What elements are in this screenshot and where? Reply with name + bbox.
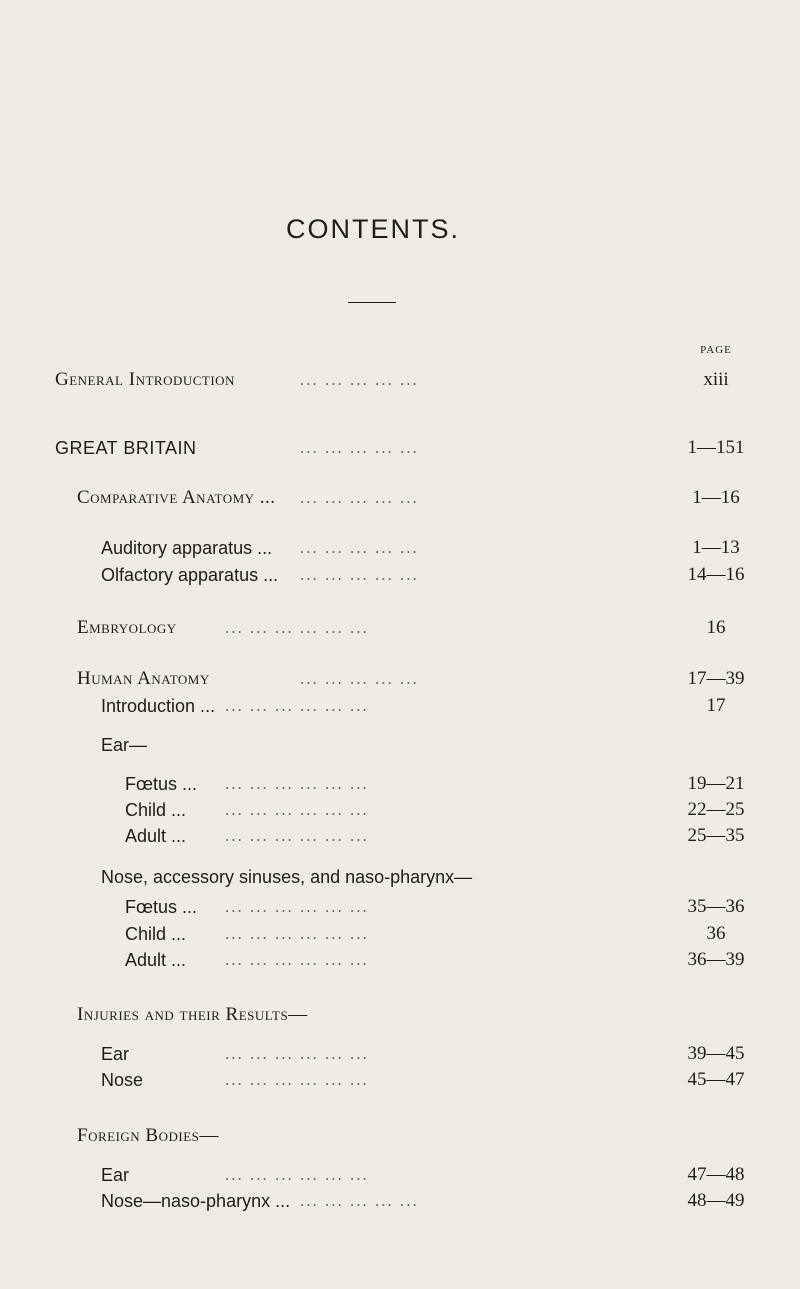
leader-dots: ... ... ... ... ... ... xyxy=(225,1070,369,1089)
entry-label: Fœtus ... xyxy=(125,774,197,794)
entry-label: Fœtus ... xyxy=(125,897,197,917)
leader-dots: ... ... ... ... ... ... xyxy=(225,897,369,916)
entry-label: Ear xyxy=(101,1165,130,1185)
leader-dots: ... ... ... ... ... ... xyxy=(225,826,369,845)
leader-dots: ... ... ... ... ... xyxy=(300,1191,419,1210)
entry-page: 19—21 xyxy=(687,773,745,794)
entry-label: Adult ... xyxy=(125,826,187,846)
entry-page: 48—49 xyxy=(687,1190,745,1211)
entry-page: 17—39 xyxy=(687,668,745,689)
entry-label: Foreign Bodies— xyxy=(77,1125,219,1146)
entry-label: Nose, accessory sinuses, and naso-pharynx— xyxy=(101,867,473,887)
entry-label: Human Anatomy xyxy=(77,668,210,689)
entry-page: 47—48 xyxy=(687,1164,745,1185)
leader-dots: ... ... ... ... ... xyxy=(300,669,419,688)
entry-label: Comparative Anatomy ... xyxy=(77,487,276,508)
leader-dots: ... ... ... ... ... ... xyxy=(225,1165,369,1184)
entry-page: 35—36 xyxy=(687,896,745,917)
entry-page: 14—16 xyxy=(687,564,745,585)
entry-label: Injuries and their Results— xyxy=(77,1004,308,1025)
entry-page: 22—25 xyxy=(687,799,745,820)
entry-page: 25—35 xyxy=(687,825,745,846)
leader-dots: ... ... ... ... ... xyxy=(300,538,419,557)
entry-page: 1—151 xyxy=(687,437,745,458)
entry-label: Nose—naso-pharynx ... xyxy=(101,1191,291,1211)
entry-label: Nose xyxy=(101,1070,144,1090)
entry-label: GREAT BRITAIN xyxy=(55,438,197,458)
entry-label: Child ... xyxy=(125,800,187,820)
leader-dots: ... ... ... ... ... ... xyxy=(225,696,369,715)
entry-page: 1—16 xyxy=(692,487,740,508)
leader-dots: ... ... ... ... ... ... xyxy=(225,774,369,793)
entry-page: 1—13 xyxy=(692,537,740,558)
entry-label: Ear xyxy=(101,1044,130,1064)
leader-dots: ... ... ... ... ... ... xyxy=(225,800,369,819)
entry-label: Adult ... xyxy=(125,950,187,970)
entry-label: Child ... xyxy=(125,924,187,944)
leader-dots: ... ... ... ... ... ... xyxy=(225,1044,369,1063)
entry-page: 39—45 xyxy=(687,1043,745,1064)
entry-label: Introduction ... xyxy=(101,696,216,716)
entry-page: xiii xyxy=(703,369,729,390)
entry-label: Olfactory apparatus ... xyxy=(101,565,279,585)
leader-dots: ... ... ... ... ... ... xyxy=(225,618,369,637)
leader-dots: ... ... ... ... ... xyxy=(300,488,419,507)
leader-dots: ... ... ... ... ... xyxy=(300,438,419,457)
page-title: CONTENTS. xyxy=(285,214,460,244)
leader-dots: ... ... ... ... ... ... xyxy=(225,950,369,969)
page-column-header: PAGE xyxy=(700,344,732,356)
entry-page: 36 xyxy=(706,923,726,944)
entry-page: 45—47 xyxy=(687,1069,745,1090)
leader-dots: ... ... ... ... ... ... xyxy=(225,924,369,943)
entry-label: Ear— xyxy=(101,735,148,755)
leader-dots: ... ... ... ... ... xyxy=(300,565,419,584)
entry-page: 16 xyxy=(706,617,726,638)
title-rule xyxy=(348,302,396,303)
entry-page: 36—39 xyxy=(687,949,745,970)
entry-label: General Introduction xyxy=(55,369,235,390)
entry-page: 17 xyxy=(706,695,726,716)
entry-label: Auditory apparatus ... xyxy=(101,538,273,558)
leader-dots: ... ... ... ... ... xyxy=(300,370,419,389)
entry-label: Embryology xyxy=(77,617,177,638)
